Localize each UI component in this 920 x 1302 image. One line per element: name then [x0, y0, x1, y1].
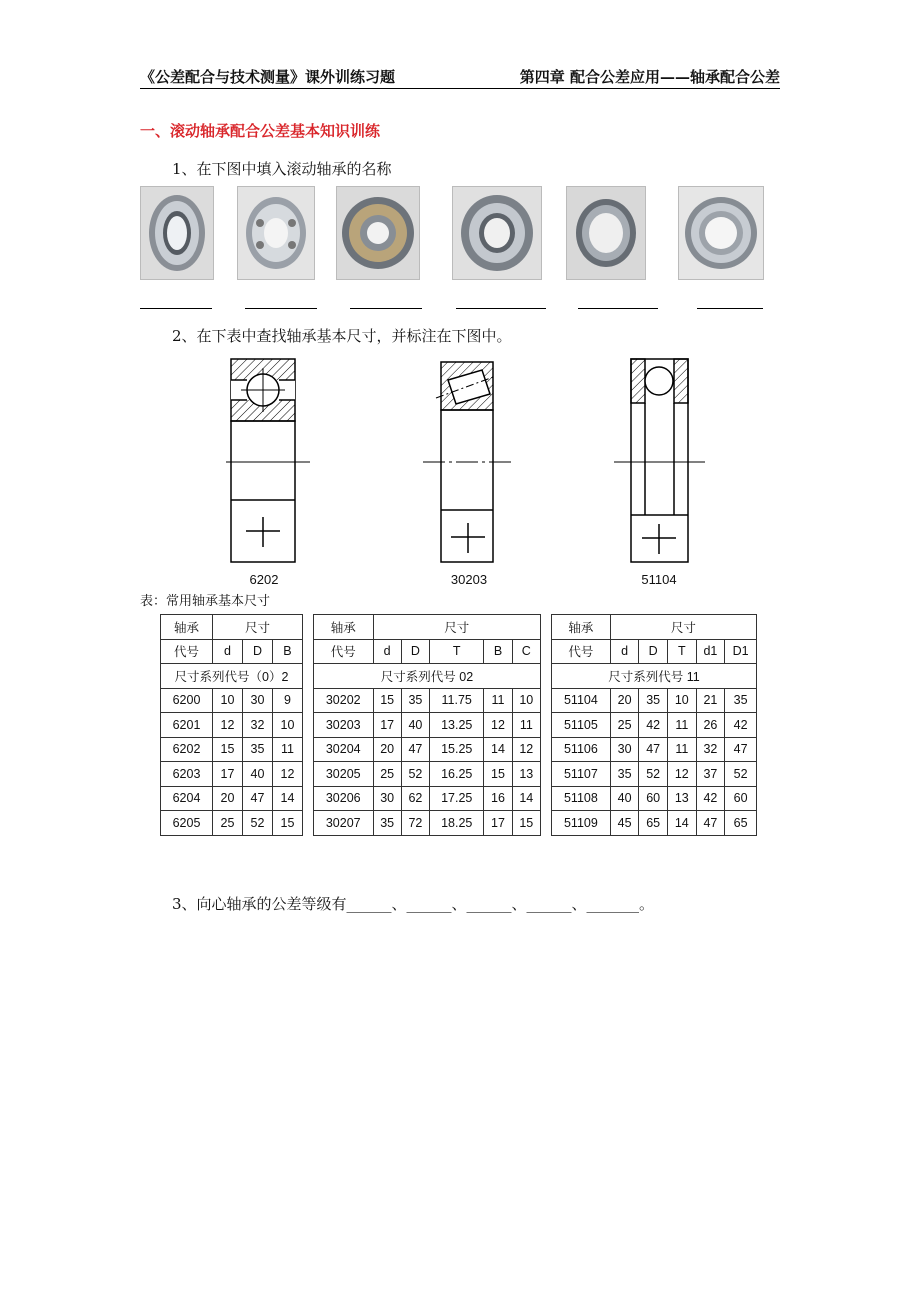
cell: 60 [639, 786, 668, 811]
cell: 15 [512, 811, 540, 836]
cell: 15 [272, 811, 302, 836]
cell: 25 [373, 762, 401, 787]
cell: 11 [512, 713, 540, 738]
cell: 30203 [314, 713, 374, 738]
drawing-30203 [423, 362, 512, 562]
table-51100-series [551, 614, 757, 836]
header-cell: B [484, 639, 512, 664]
cell: 14 [512, 786, 540, 811]
header-cell: d [373, 639, 401, 664]
deep-groove-ball-bearing-photo [678, 186, 764, 280]
cell: 35 [373, 811, 401, 836]
series-row: 尺寸系列代号（0）2 [161, 664, 303, 689]
cell: 21 [696, 688, 725, 713]
cell: 40 [242, 762, 272, 787]
cell: 6205 [161, 811, 213, 836]
table-row [314, 688, 541, 713]
cell: 12 [484, 713, 512, 738]
cell: 6204 [161, 786, 213, 811]
cell: 6203 [161, 762, 213, 787]
table-row [314, 762, 541, 787]
cell: 25 [610, 713, 639, 738]
cell: 47 [639, 737, 668, 762]
cell: 12 [512, 737, 540, 762]
drawing-51104 [614, 359, 705, 562]
header-right: 第四章 配合公差应用——轴承配合公差 [519, 68, 780, 86]
cell: 15.25 [430, 737, 484, 762]
table-row [552, 786, 757, 811]
header-cell: d1 [696, 639, 725, 664]
needle-bearing-photo [566, 186, 646, 280]
cell: 40 [401, 713, 429, 738]
question-1: 1、在下图中填入滚动轴承的名称 [172, 160, 392, 178]
cell: 51109 [552, 811, 611, 836]
answer-blank-4[interactable] [456, 307, 546, 309]
header-cell: B [272, 639, 302, 664]
cell: 20 [373, 737, 401, 762]
drawing-label-51104: 51104 [641, 572, 677, 587]
cell: 10 [213, 688, 243, 713]
table-row [552, 688, 757, 713]
col-head: 代号 [314, 639, 374, 664]
table-row [552, 737, 757, 762]
cell: 20 [213, 786, 243, 811]
cell: 52 [242, 811, 272, 836]
cell: 17 [373, 713, 401, 738]
table-6200-series [160, 614, 303, 836]
cell: 65 [639, 811, 668, 836]
cell: 45 [610, 811, 639, 836]
cell: 62 [401, 786, 429, 811]
cell: 17.25 [430, 786, 484, 811]
cell: 30206 [314, 786, 374, 811]
table-row [314, 811, 541, 836]
page-header [140, 66, 780, 89]
header-cell: D [242, 639, 272, 664]
answer-blank-2[interactable] [245, 307, 317, 309]
cell: 13 [668, 786, 697, 811]
cell: 11 [668, 737, 697, 762]
cell: 51108 [552, 786, 611, 811]
cell: 35 [242, 737, 272, 762]
cell: 51104 [552, 688, 611, 713]
header-cell: D1 [725, 639, 757, 664]
cell: 60 [725, 786, 757, 811]
series-row: 尺寸系列代号 02 [314, 664, 541, 689]
cell: 40 [610, 786, 639, 811]
cell: 16 [484, 786, 512, 811]
cell: 10 [668, 688, 697, 713]
cell: 65 [725, 811, 757, 836]
table-row [552, 762, 757, 787]
series-row: 尺寸系列代号 11 [552, 664, 757, 689]
cell: 42 [696, 786, 725, 811]
cell: 11 [668, 713, 697, 738]
col-head: 轴承 [161, 615, 213, 640]
cell: 30 [242, 688, 272, 713]
cell: 52 [725, 762, 757, 787]
cell: 35 [401, 688, 429, 713]
cell: 10 [272, 713, 302, 738]
answer-blank-3[interactable] [350, 307, 422, 309]
cell: 51106 [552, 737, 611, 762]
cell: 15 [373, 688, 401, 713]
cell: 30207 [314, 811, 374, 836]
table-row [161, 737, 303, 762]
cell: 10 [512, 688, 540, 713]
col-head: 轴承 [314, 615, 374, 640]
table-row [552, 713, 757, 738]
table-row [161, 811, 303, 836]
dim-title: 尺寸 [213, 615, 303, 640]
header-cell: d [610, 639, 639, 664]
cell: 35 [610, 762, 639, 787]
answer-blank-5[interactable] [578, 307, 658, 309]
cell: 13 [512, 762, 540, 787]
section-title: 一、滚动轴承配合公差基本知识训练 [140, 122, 381, 140]
cell: 26 [696, 713, 725, 738]
cell: 16.25 [430, 762, 484, 787]
cell: 47 [401, 737, 429, 762]
col-head: 轴承 [552, 615, 611, 640]
cell: 15 [213, 737, 243, 762]
table-row [161, 762, 303, 787]
table-row [161, 786, 303, 811]
cell: 6201 [161, 713, 213, 738]
cell: 72 [401, 811, 429, 836]
table-row [314, 713, 541, 738]
cell: 17 [484, 811, 512, 836]
drawing-6202 [226, 359, 310, 562]
cell: 11 [484, 688, 512, 713]
cell: 9 [272, 688, 302, 713]
cell: 42 [639, 713, 668, 738]
header-cell: D [401, 639, 429, 664]
header-cell: T [430, 639, 484, 664]
cell: 52 [639, 762, 668, 787]
col-head: 代号 [161, 639, 213, 664]
cell: 47 [696, 811, 725, 836]
cell: 14 [484, 737, 512, 762]
cell: 17 [213, 762, 243, 787]
cell: 11.75 [430, 688, 484, 713]
cell: 15 [484, 762, 512, 787]
header-left: 《公差配合与技术测量》课外训练习题 [140, 68, 396, 86]
spherical-roller-bearing-photo [336, 186, 420, 280]
cell: 35 [639, 688, 668, 713]
bearing-section-drawings [120, 350, 740, 570]
cell: 13.25 [430, 713, 484, 738]
cell: 42 [725, 713, 757, 738]
table-row [161, 713, 303, 738]
cell: 6202 [161, 737, 213, 762]
table-row [552, 811, 757, 836]
cell: 14 [272, 786, 302, 811]
cell: 51107 [552, 762, 611, 787]
cell: 30 [610, 737, 639, 762]
header-cell: T [668, 639, 697, 664]
cell: 20 [610, 688, 639, 713]
answer-blank-6[interactable] [697, 307, 763, 309]
cell: 30204 [314, 737, 374, 762]
cell: 35 [725, 688, 757, 713]
cell: 12 [213, 713, 243, 738]
question-2: 2、在下表中查找轴承基本尺寸，并标注在下图中。 [172, 327, 512, 345]
header-cell: d [213, 639, 243, 664]
cell: 37 [696, 762, 725, 787]
cell: 25 [213, 811, 243, 836]
table-30200-series [313, 614, 541, 836]
cell: 12 [668, 762, 697, 787]
cell: 52 [401, 762, 429, 787]
drawing-label-6202: 6202 [249, 572, 279, 587]
cell: 32 [242, 713, 272, 738]
cell: 14 [668, 811, 697, 836]
cell: 32 [696, 737, 725, 762]
table-row [314, 786, 541, 811]
cell: 51105 [552, 713, 611, 738]
question-3: 3、向心轴承的公差等级有______、______、______、______、_______。 [172, 895, 655, 913]
col-head: 代号 [552, 639, 611, 664]
answer-blank-1[interactable] [140, 307, 212, 309]
cell: 47 [725, 737, 757, 762]
cell: 30 [373, 786, 401, 811]
thrust-bearing-photo [237, 186, 315, 280]
drawing-label-30203: 30203 [450, 572, 488, 587]
cell: 11 [272, 737, 302, 762]
table-row [314, 737, 541, 762]
cell: 30202 [314, 688, 374, 713]
dim-title: 尺寸 [610, 615, 756, 640]
header-cell: C [512, 639, 540, 664]
cell: 12 [272, 762, 302, 787]
table-row [161, 688, 303, 713]
cell: 18.25 [430, 811, 484, 836]
cell: 30205 [314, 762, 374, 787]
dim-title: 尺寸 [373, 615, 541, 640]
cell: 6200 [161, 688, 213, 713]
table-caption: 表：常用轴承基本尺寸 [140, 594, 271, 609]
cell: 47 [242, 786, 272, 811]
cylindrical-roller-bearing-photo [452, 186, 542, 280]
header-cell: D [639, 639, 668, 664]
tapered-bearing-photo [140, 186, 214, 280]
